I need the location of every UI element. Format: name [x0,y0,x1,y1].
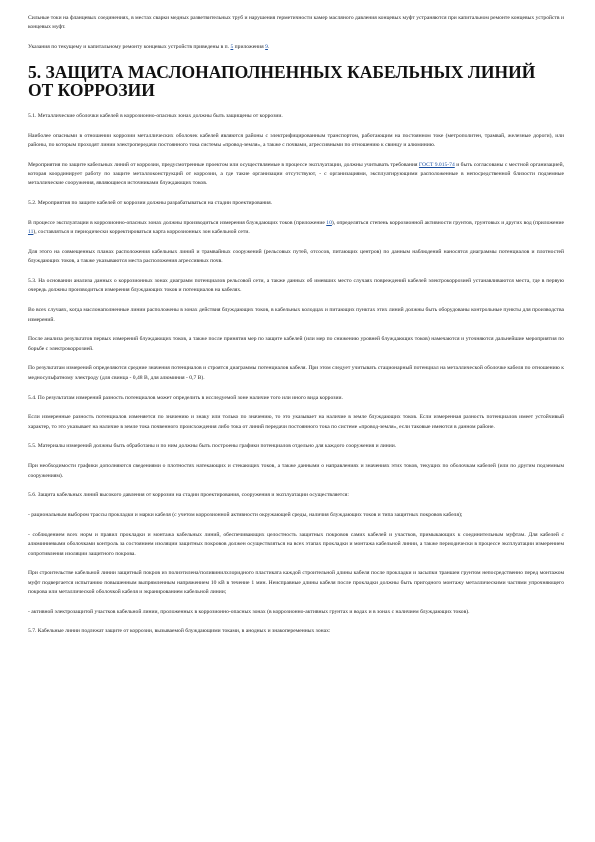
paragraph-plans: Для этого на совмещенных планах расположения кабельных линий и трамвайных сооружений (рельсовых путей, отсосов, питающих центров) по данным наблюдений наносятся диаграммы потенциалов и плотностей блуждающих токов, а также указываются места расположения агрессивных почв. [28,249,564,265]
paragraph-potentials: По результатам измерений определяются средние значения потенциалов и строятся диаграммы потенциалов кабеля. При этом следует учитывать стационарный потенциал на металлической оболочке кабеля по отношению к медносульфатному электроду (для свинца - 0,48 В, для алюминия - 0,7 В). [28,365,564,381]
gost-link[interactable]: ГОСТ 9.015-74 [418,161,455,168]
measurements-text-before: В процессе эксплуатации в коррозионно-опасных зонах должны производиться измерения блуждающих токов (приложение [28,219,327,226]
reference-text-after: . [267,44,270,51]
paragraph-measurements [28,219,564,238]
appendix-link-11[interactable]: 11 [28,229,34,236]
paragraph-gost [28,161,564,189]
list-item-installation-rules: - соблюдением всех норм и правил прокладки и монтажа кабельных линий, обеспечивающих целостность защитных покровов самих кабелей и участков, примыкающих к соединительным муфтам. Для кабелей с алюминиевыми оболочками контроль за состоянием изоляции защитных покровов должен осуществляться на всех этапах прокладки и монтажа кабельной линии, а также периодически в процессе эксплуатации измерением сопротивления изоляции защитного покрова. [28,531,564,557]
paragraph-5-1: 5.1. Металлические оболочки кабелей в коррозионно-опасных зонах должны быть защищены от коррозии. [28,112,283,119]
paragraph-corrosion-zones: Наиболее опасными в отношении коррозии металлических оболочек кабелей являются районы с электрифицированным транспортом, работающим на постоянном токе (метрополитен, трамвай, железные дороги), или районы, по которым проходят линии электропередачи постоянного тока системы «провод-земля», а также с почвами, агрессивными по отношению к свинцу и алюминию. [28,132,564,148]
paragraph-5-2: 5.2. Мероприятия по защите кабелей от коррозии должны разрабатываться на стадии проектирования. [28,200,273,207]
paragraph-stray-currents: Если измеренные разность потенциалов изменяется по значению и знаку или только по значению, то это указывает на наличие в земле блуждающих токов. Если измеренная разность потенциалов имеет устойчивый характер, то это указывает на наличие в земле тока почвенного происхождения либо тока от линий передачи постоянного тока по системе «провод-земля», если таковые имеются в данном районе. [28,414,564,430]
paragraph-5-6: 5.6. Защита кабельных линий высокого давления от коррозии на стадии проектирования, сооружения и эксплуатации осуществляется: [28,492,349,499]
list-item-active-protection: - активной электрозащитой участков кабельной линии, проложенных в коррозионно-опасных зонах (в коррозионно-активных грунтах и водах и в зонах с наличием блуждающих токов). [28,608,470,615]
paragraph-5-5: 5.5. Материалы измерений должны быть обработаны и по ним должны быть построены графики потенциалов отдельно для каждого сооружения и линии. [28,443,397,450]
section-heading: 5. ЗАЩИТА МАСЛОНАПОЛНЕННЫХ КАБЕЛЬНЫХ ЛИНИЙ ОТ КОРРОЗИИ [28,61,536,100]
measurements-text-middle: ), определяться степень коррозионной активности грунтов, грунтовых и других вод (приложение [331,219,564,226]
reference-line [28,43,564,52]
appendix-link-10[interactable]: 10 [326,219,332,226]
document-page [28,14,564,647]
paragraph-analysis: После анализа результатов первых измерений блуждающих токов, а также после принятия мер по защите кабелей (или мер по снижению уровней блуждающих токов) намечаются и уточняются дальнейшие мероприятия по борьбе с электрокоррозией. [28,336,564,352]
intro-paragraph: Сильные токи на фланцевых соединениях, в местах сварки медных разветвительных труб и нарушения герметичности камер масляного давления концевых муфт устраняются при капитальном ремонте концевых устройств и концевых муфт. [28,15,564,31]
paragraph-graphs: При необходимости графики дополняются сведениями о плотностях натекающих и стекающих токов, а также данными о направлениях и значениях этих токов, текущих по оболочкам кабелей (или по другим подземным сооружениям). [28,463,564,479]
gost-text-before: Мероприятия по защите кабельных линий от коррозии, предусмотренные проектом или осуществляемые в процессе эксплуатации, должны учитывать требования [28,161,419,168]
reference-text-middle: приложения [233,44,266,51]
measurements-text-after: ), составляться и периодически корректироваться карта коррозионных зон кабельной сети. [33,229,250,236]
paragraph-control-points: Во всех случаях, когда маслонаполненные линии расположены в зонах действия блуждающих токов, в кабельных колодцах и питающих пунктах этих линий должны быть оборудованы контрольные пункты для производства измерений. [28,307,564,323]
paragraph-5-3: 5.3. На основании анализа данных о коррозионных зонах диаграмм потенциалов рельсовой сети, а также данных об имевших место случаях повреждений кабелей электрокоррозией устанавливаются места, где в первую очередь должны производиться измерения блуждающих токов и потенциалов на кабелях. [28,278,564,294]
gost-text-after: и быть согласованы с местной организацией, которая координирует работу по защите металлоконструкций от коррозии, а где такие организации отсутствуют, - с организациями, эксплуатирующими расположенные в непосредственной близости подземные металлические сооружения, являющиеся источниками блуждающих токов. [28,161,565,187]
list-item-route-selection: - рациональным выбором трассы прокладки и марки кабеля (с учетом коррозионной активности окружающей среды, наличия блуждающих токов и типа защитных покровов кабеля); [28,512,463,519]
paragraph-construction-testing: При строительстве кабельной линии защитный покров из полиэтилена/поливинилхлоридного пластиката каждой строительной длины кабеля после прокладки и засыпки траншеи грунтом непосредственно перед монтажом муфт подвергается испытанию повышенным выпрямленным напряжением 10 кВ в течение 1 мин. Неисправные длины кабеля после прокладки должны быть пригодного монтажу металлическими частями упрочняющего покрова или металлической оболочкой кабеля и экранированием кабельной линии; [28,570,564,595]
appendix-link-5[interactable]: 5 [230,44,234,51]
appendix-link-9[interactable]: 9 [265,44,268,51]
paragraph-5-4: 5.4. По результатам измерений разность потенциалов может определить в исследуемой зоне наличие того или иного вида коррозии. [28,394,343,401]
reference-text-before: Указания по текущему и капитальному ремонту концевых устройств приведены в п. [28,44,231,51]
paragraph-5-7: 5.7. Кабельные линии подлежат защите от коррозии, вызываемой блуждающими токами, в анодных и знакопеременных зонах: [28,628,331,635]
